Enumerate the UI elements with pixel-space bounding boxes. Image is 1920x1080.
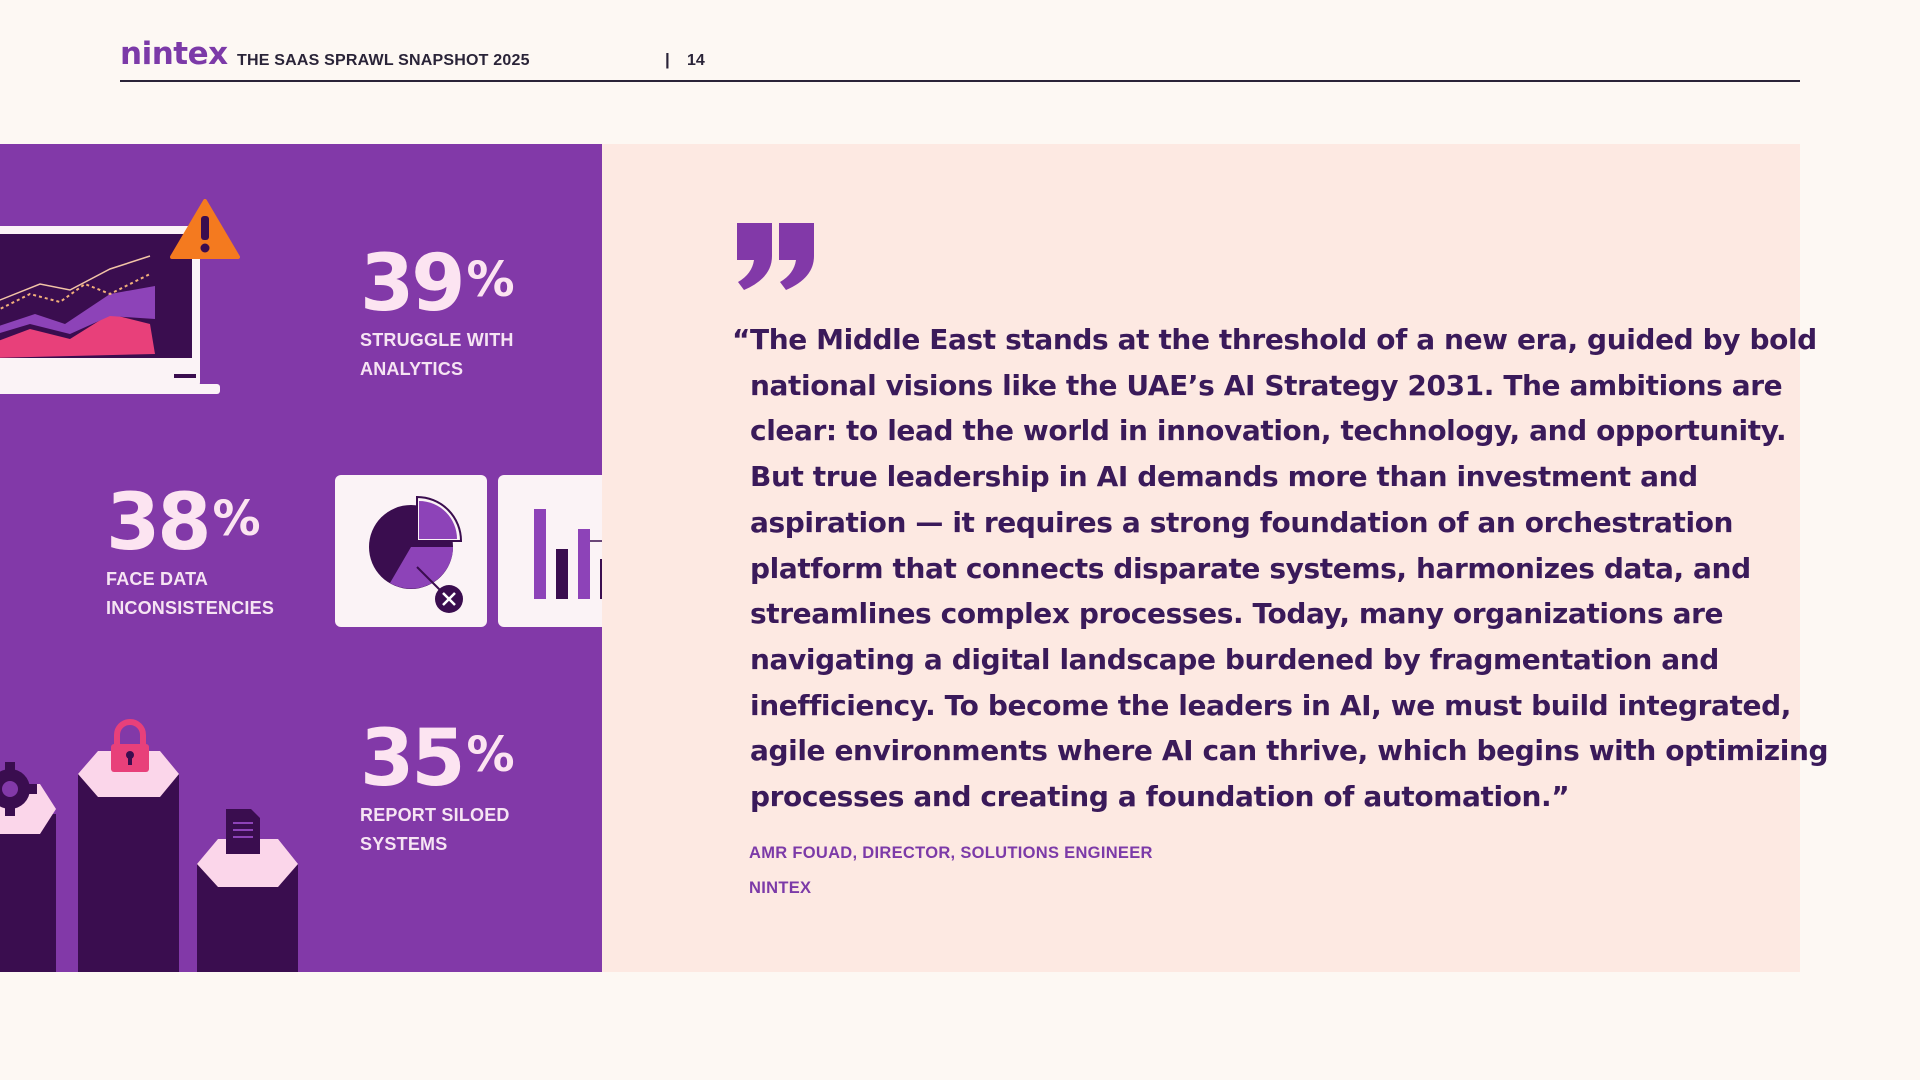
- nintex-logo: nintex: [120, 36, 228, 72]
- quote-line: platform that connects disparate systems, harmonizes data, and: [750, 551, 1751, 585]
- document-title: THE SAAS SPRAWL SNAPSHOT 2025: [237, 52, 530, 69]
- quote-line: navigating a digital landscape burdened by fragmentation and: [750, 642, 1719, 676]
- quote-line: inefficiency. To become the leaders in AI, we must build integrated,: [750, 688, 1791, 722]
- lock-icon: [111, 722, 149, 772]
- quote-body: [732, 317, 1829, 820]
- pie-chart-icon: [335, 475, 487, 627]
- stat-value: 38%: [106, 478, 261, 568]
- quote-open-mark: “: [732, 323, 751, 356]
- pillars-illustration: [0, 699, 310, 972]
- quote-company: NINTEX: [749, 879, 812, 897]
- quote-author: AMR FOUAD, DIRECTOR, SOLUTIONS ENGINEER: [749, 844, 1153, 862]
- quote-line: national visions like the UAE’s AI Strategy 2031. The ambitions are: [750, 368, 1783, 402]
- document-icon: [226, 809, 260, 854]
- stat-label: FACE DATA INCONSISTENCIES: [106, 569, 275, 618]
- quote-line: aspiration — it requires a strong foundation of an orchestration: [750, 505, 1734, 539]
- warning-icon: [170, 199, 240, 261]
- stat-label: REPORT SILOED SYSTEMS: [360, 805, 510, 854]
- stat-value: 39%: [360, 239, 515, 329]
- page-number: 14: [687, 52, 705, 69]
- pie-chart-card: [335, 475, 487, 627]
- quote-line: agile environments where AI can thrive, which begins with optimizing: [750, 734, 1829, 768]
- stat-value: 35%: [360, 714, 515, 804]
- quote-mark-icon: [734, 220, 818, 292]
- quote-line: But true leadership in AI demands more than investment and: [750, 460, 1698, 494]
- quote-line: The Middle East stands at the threshold of a new era, guided by bold: [750, 323, 1817, 356]
- page-header: [120, 36, 1800, 82]
- stat-analytics: [360, 239, 515, 384]
- stat-label: STRUGGLE WITH ANALYTICS: [360, 330, 514, 379]
- stat-data-inconsistencies: [106, 478, 275, 623]
- quote-line: streamlines complex processes. Today, many organizations are: [750, 597, 1724, 631]
- stats-panel: [0, 144, 602, 972]
- quote-line: processes and creating a foundation of automation.”: [750, 780, 1570, 814]
- quote-line: clear: to lead the world in innovation, technology, and opportunity.: [750, 414, 1787, 448]
- stat-siloed-systems: [360, 714, 515, 859]
- header-separator: |: [665, 50, 670, 69]
